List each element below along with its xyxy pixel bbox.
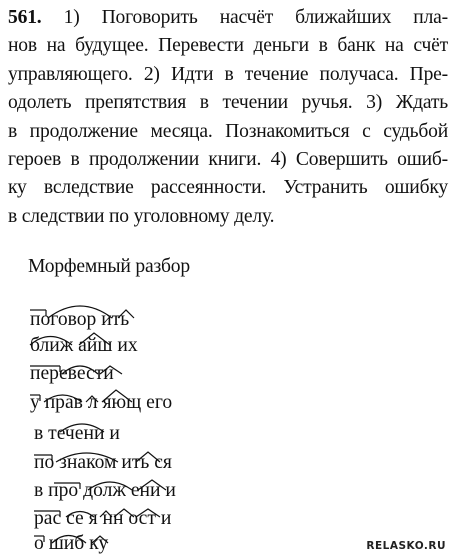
morpheme-word-2: ближ айш их [30, 335, 138, 356]
exercise-text [8, 4, 448, 231]
exercise-line-2: нов на будущее. Перевести деньги в банк на счёт [8, 35, 448, 57]
morpheme-word-8: рас се я нн ост и [34, 508, 172, 529]
site-watermark: RELASKO.RU [366, 540, 446, 552]
morpheme-word-9: о шиб ку [34, 533, 109, 554]
morpheme-section-title: Морфемный разбор [28, 256, 190, 277]
exercise-line-7: ку вследствие рассеянности. Устранить ошибку [8, 177, 448, 199]
morpheme-word-5: в течени и [34, 423, 120, 444]
exercise-line-1: 561. 1) Поговорить насчёт ближайших пла- [8, 7, 448, 28]
morpheme-word-7: в про долж ени и [34, 480, 176, 501]
exercise-line-8: в следствии по уголовному делу. [8, 205, 275, 227]
morpheme-word-4: у прав л яющ его [30, 392, 173, 413]
morpheme-word-6: по знаком ить ся [34, 452, 172, 473]
exercise-line-5: в продолжение месяца. Познакомиться с судьбой [8, 120, 448, 142]
exercise-line-3: управляющего. 2) Идти в течение получаса. Пре- [8, 63, 448, 85]
morpheme-word-3: перевести [30, 363, 114, 384]
morpheme-word-1: поговор ить [30, 309, 130, 330]
exercise-line-4: одолеть препятствия в течении ручья. 3) Ждать [8, 92, 448, 114]
exercise-number: 561. [8, 7, 42, 28]
exercise-line-6: героев в продолжении книги. 4) Совершить ошиб- [8, 149, 448, 171]
